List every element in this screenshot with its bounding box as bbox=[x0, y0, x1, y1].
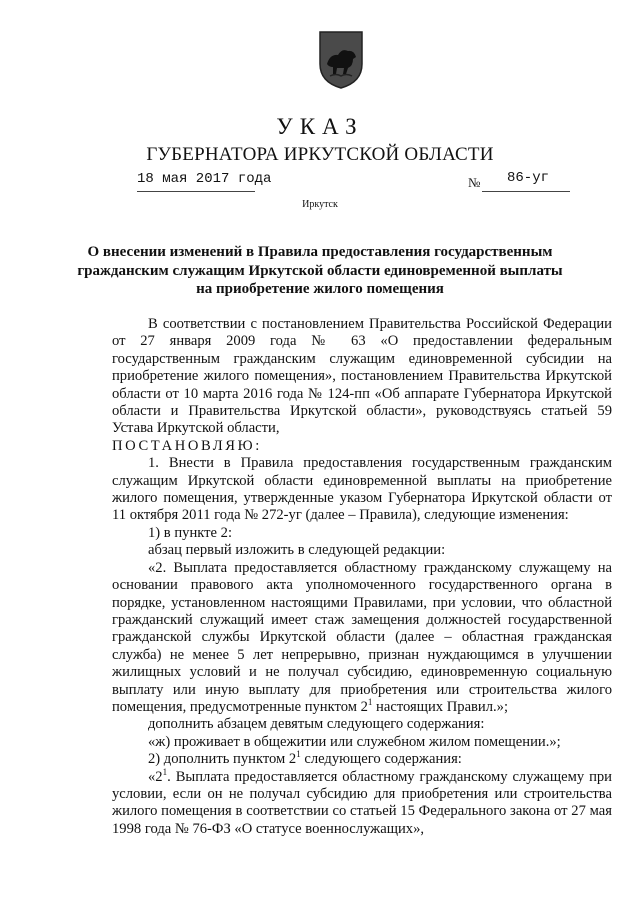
text-run: «2. Выплата предоставляется областному гражданскому служащему на основании правового акта уполномоченного государственного органа в порядке, установленном настоящими Правилами, при условии, что областной гражданский служащий имеет стаж замещения должностей государственной гражданской службы Иркутской области (далее – областная гражданская служба) не менее 5 лет непрерывно, признан нуждающимся в улучшении жилищных условий и не получал субсидию, единовременную социальную выплату или иную выплату для приобретения или строительства жилого помещения, предусмотренные пунктом 2 bbox=[112, 559, 612, 715]
heading-line: гражданским служащим Иркутской области единовременной выплаты bbox=[77, 262, 563, 279]
decree-subtitle: ГУБЕРНАТОРА ИРКУТСКОЙ ОБЛАСТИ bbox=[146, 144, 494, 165]
body-paragraph bbox=[112, 766, 612, 839]
text-run: настоящих Правил.»; bbox=[372, 698, 509, 715]
coat-of-arms-icon bbox=[318, 30, 364, 90]
document-heading bbox=[60, 243, 580, 299]
decree-title: УКАЗ bbox=[276, 114, 364, 139]
decree-number-label: № bbox=[468, 175, 481, 190]
heading-line: О внесении изменений в Правила предоставления государственным bbox=[87, 244, 553, 260]
superscript: 1 bbox=[162, 766, 168, 777]
body-paragraph: 1. Внести в Правила предоставления государственным гражданским служащим Иркутской области единовременной выплаты на приобретение жилого помещения, утвержденные указом Губернатора Иркутской области от 11 октября 2011 года № 272-уг (далее – Правила), следующие изменения: bbox=[112, 455, 612, 524]
body-paragraph: «ж) проживает в общежитии или служебном жилом помещении.»; bbox=[148, 733, 561, 750]
body-paragraph bbox=[112, 560, 612, 717]
text-run: следующего содержания: bbox=[300, 751, 462, 768]
text-run: . Выплата предоставляется областному гражданскому служащему при условии, если он не получал субсидию для приобретения или строительства жилого помещения в соответствии со статьей 15 Федерального закона от 27 мая 1998 года № 76-ФЗ «О статусе военнослужащих», bbox=[112, 768, 612, 837]
superscript: 1 bbox=[367, 697, 373, 708]
superscript: 1 bbox=[296, 749, 301, 760]
text-run: «2 bbox=[148, 768, 163, 785]
body-paragraph: дополнить абзацем девятым следующего содержания: bbox=[148, 716, 485, 733]
decree-number: 86-уг bbox=[507, 170, 550, 186]
decree-date: 18 мая 2017 года bbox=[137, 171, 272, 187]
body-paragraph bbox=[112, 751, 612, 768]
number-underline bbox=[482, 191, 570, 192]
document-body bbox=[112, 316, 612, 838]
date-underline bbox=[137, 191, 255, 192]
body-paragraph: 1) в пункте 2: bbox=[148, 524, 233, 541]
heading-line: на приобретение жилого помещения bbox=[196, 281, 444, 297]
decree-word: ПОСТАНОВЛЯЮ: bbox=[112, 437, 262, 454]
decree-city: Иркутск bbox=[302, 199, 338, 210]
body-paragraph: абзац первый изложить в следующей редакции: bbox=[148, 542, 446, 559]
preamble-paragraph: В соответствии с постановлением Правительства Российской Федерации от 27 января 2009 года № 63 «О предоставлении федеральным государственным гражданским служащим единовременной субсидии на приобретение жилого помещения», постановлением Правительства Иркутской области от 10 марта 2016 года № 124-пп «Об аппарате Губернатора Иркутской области и Правительства Иркутской области», руководствуясь статьей 59 Устава Иркутской области, bbox=[112, 316, 612, 437]
text-run: 2) дополнить пунктом 2 bbox=[148, 751, 297, 768]
